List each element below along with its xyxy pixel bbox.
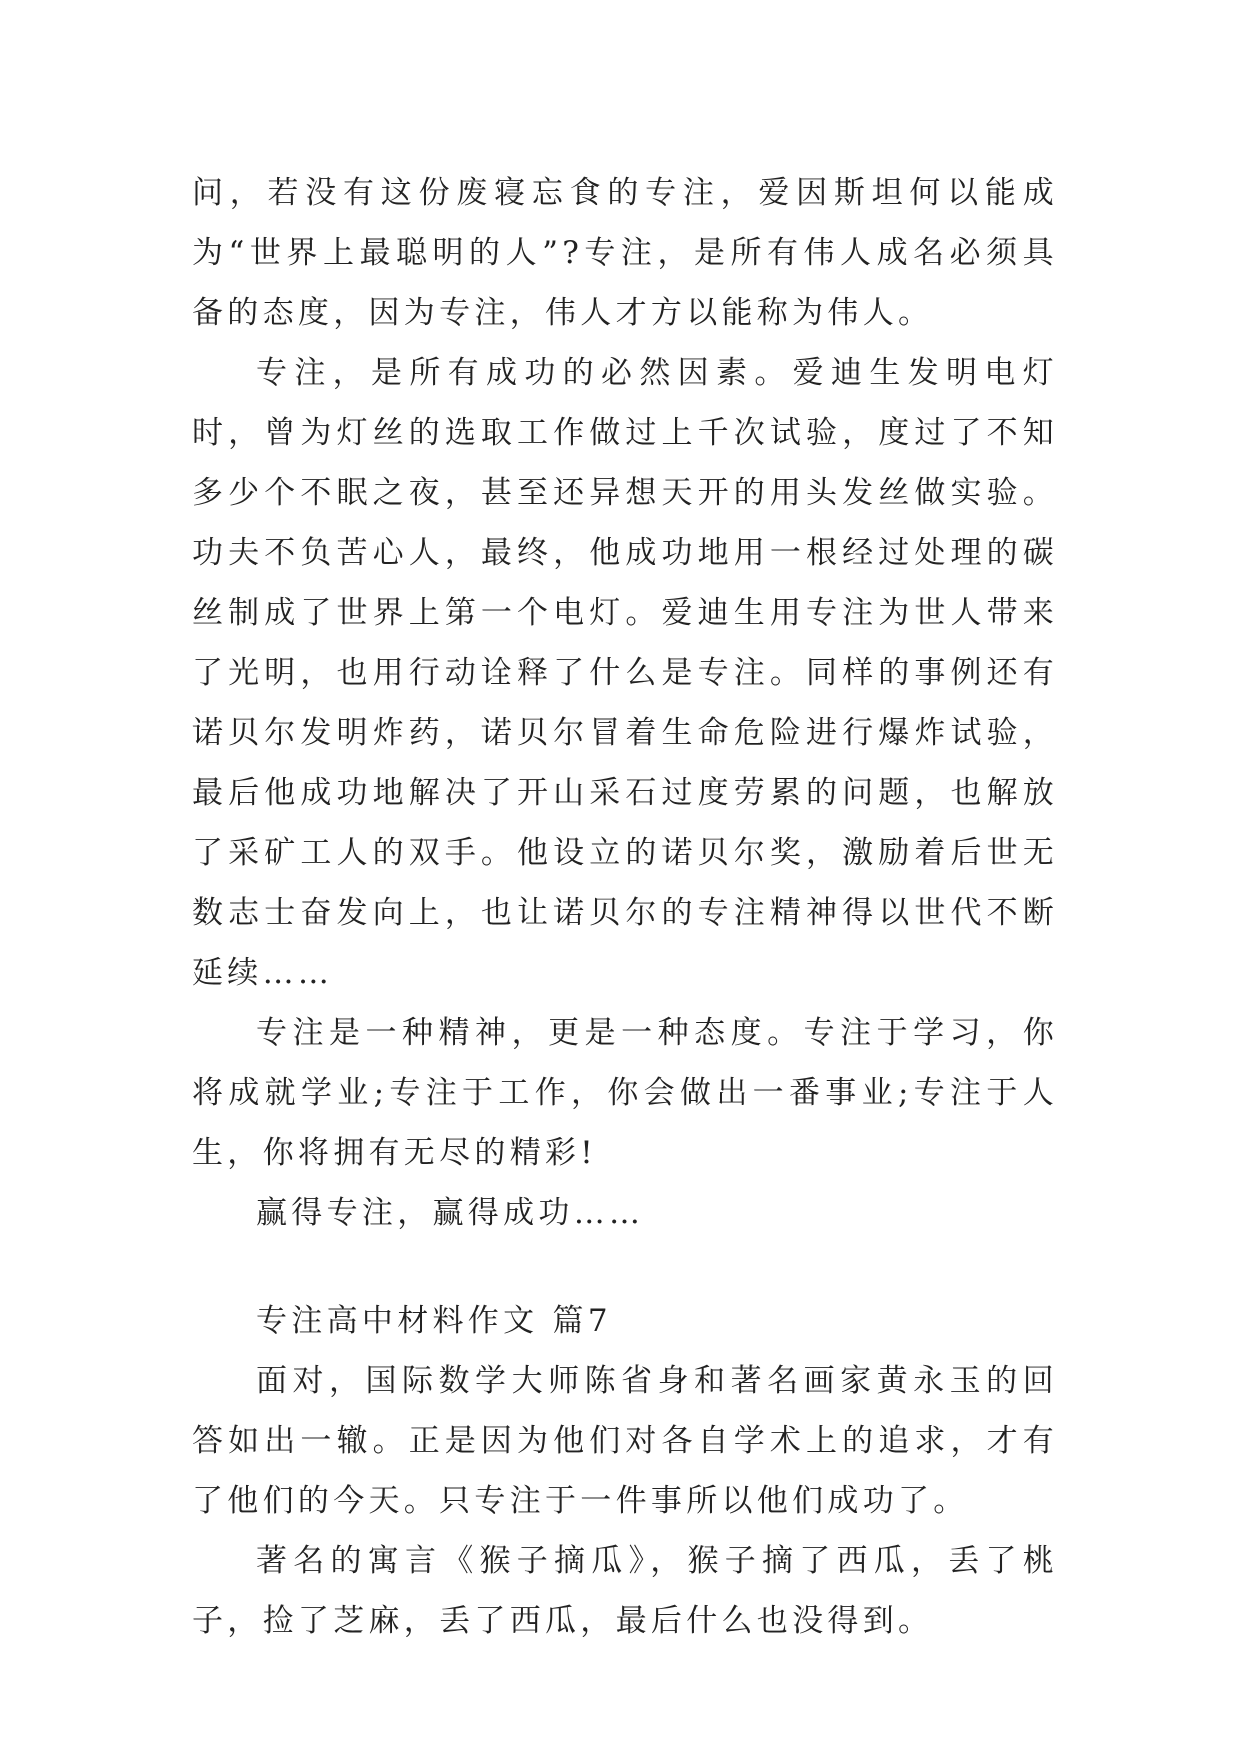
document-body (192, 163, 1058, 1651)
paragraph-5: 面对，国际数学大师陈省身和著名画家黄永玉的回答如出一辙。正是因为他们对各自学术上的追求，才有了他们的今天。只专注于一件事所以他们成功了。 (192, 1363, 1058, 1519)
paragraph-1: 问，若没有这份废寝忘食的专注，爱因斯坦何以能成为“世界上最聪明的人”?专注，是所有伟人成名必须具备的态度，因为专注，伟人才方以能称为伟人。 (192, 175, 1058, 331)
paragraph-4: 赢得专注，赢得成功…… (256, 1195, 645, 1231)
paragraph-2: 专注，是所有成功的必然因素。爱迪生发明电灯时，曾为灯丝的选取工作做过上千次试验，度过了不知多少个不眠之夜，甚至还异想天开的用头发丝做实验。功夫不负苦心人，最终，他成功地用一根经过处理的碳丝制成了世界上第一个电灯。爱迪生用专注为世人带来了光明，也用行动诠释了什么是专注。同样的事例还有诺贝尔发明炸药，诺贝尔冒着生命危险进行爆炸试验，最后他成功地解决了开山采石过度劳累的问题，也解放了采矿工人的双手。他设立的诺贝尔奖，激励着后世无数志士奋发向上，也让诺贝尔的专注精神得以世代不断延续…… (192, 355, 1058, 991)
section-spacer (192, 1243, 1058, 1291)
paragraph-6: 著名的寓言《猴子摘瓜》，猴子摘了西瓜，丢了桃子，捡了芝麻，丢了西瓜，最后什么也没得到。 (192, 1543, 1058, 1639)
paragraph-3: 专注是一种精神，更是一种态度。专注于学习，你将成就学业;专注于工作，你会做出一番事业;专注于人生，你将拥有无尽的精彩! (192, 1015, 1058, 1171)
section-heading: 专注高中材料作文 篇7 (256, 1303, 612, 1339)
